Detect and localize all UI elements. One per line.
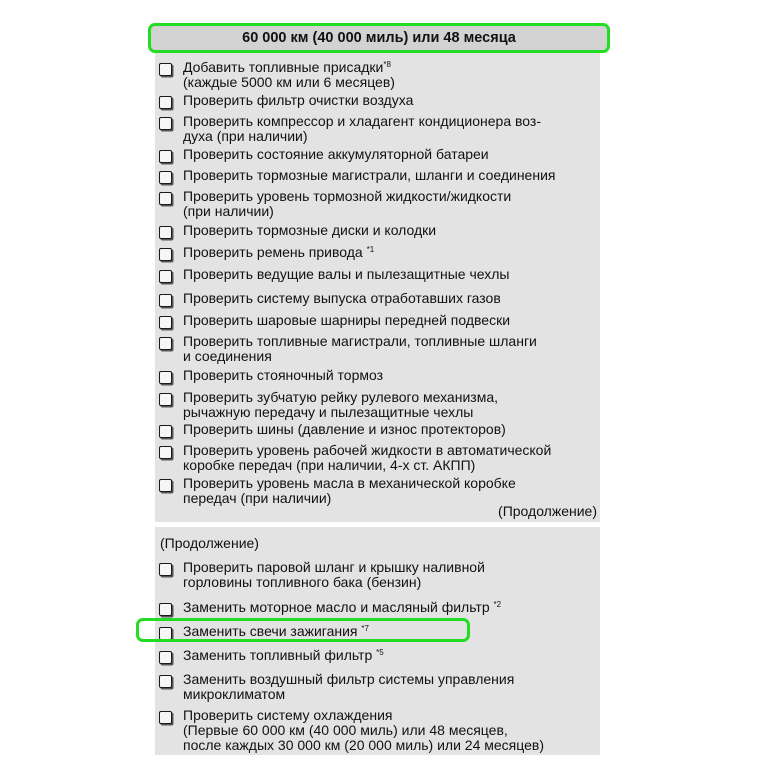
checkbox[interactable] [159,270,172,283]
checklist-item-line [183,405,597,420]
checkbox[interactable] [159,711,172,724]
line-text: Проверить шины (давление и износ протекторов) [183,421,506,437]
line-text: Проверить зубчатую рейку рулевого механизма, [183,389,498,405]
checklist-item-text [183,560,597,590]
checklist-item-text [183,147,597,162]
line-text: Проверить уровень масла в механической коробке [183,475,516,491]
line-text: Проверить компрессор и хладагент кондиционера воз- [183,113,541,129]
checklist-item-text [183,114,597,144]
checkbox[interactable] [159,675,172,688]
checklist-item-text [183,443,597,473]
checklist-item-line [183,129,597,144]
checklist-item [159,560,597,590]
line-text: и соединения [183,348,272,364]
checklist-item-text [183,223,597,238]
footnote-marker: *2 [493,600,502,609]
line-text: Проверить паровой шланг и крышку наливной [183,559,485,575]
checklist-item-line [183,476,597,491]
checklist-item-text [183,168,597,183]
checklist-item [159,114,597,144]
checklist-item-line [183,189,597,204]
checklist-item-text [183,313,597,328]
checklist-item-text [183,600,597,615]
footnote-marker: *5 [376,648,384,657]
checklist-item [159,708,597,753]
checklist-item-line [183,204,597,219]
line-text: после каждых 30 000 км (20 000 миль) или 24 месяцев) [183,737,544,753]
checklist-item-text [183,624,597,639]
checklist-item-text [183,708,597,753]
checklist-item [159,443,597,473]
checklist-item-text [183,390,597,420]
checkbox[interactable] [159,248,172,261]
checklist-item-line [183,313,597,328]
checklist-item-line [183,390,597,405]
checklist-item-text [183,93,597,108]
checklist-item [159,189,597,219]
checklist-item-text [183,648,597,663]
continued-label-end: (Продолжение) [498,503,597,519]
line-text: духа (при наличии) [183,128,308,144]
checklist-item-text [183,368,597,383]
line-text: (Первые 60 000 км (40 000 миль) или 48 месяцев, [183,722,508,738]
checkbox[interactable] [159,627,172,640]
checkbox[interactable] [159,171,172,184]
checkbox[interactable] [159,192,172,205]
checklist-item [159,390,597,420]
line-text: Заменить свечи зажигания [183,623,362,639]
line-text: коробке передач (при наличии, 4-х ст. АКПП) [183,457,476,473]
line-text: Проверить тормозные магистрали, шланги и соединения [183,167,556,183]
line-text: (при наличии) [183,203,274,219]
checklist-item [159,168,597,183]
section-header [148,23,610,53]
checklist-item-line [183,245,597,260]
checkbox[interactable] [159,63,172,76]
checkbox[interactable] [159,117,172,130]
checklist-item-line [183,93,597,108]
checklist-item-line [183,708,597,723]
checklist-item [159,648,597,663]
footnote-marker: *8 [383,60,391,69]
checkbox[interactable] [159,316,172,329]
checkbox[interactable] [159,446,172,459]
checklist-item [159,245,597,260]
checklist-item-text [183,245,597,260]
line-text: Проверить уровень тормозной жидкости/жидкости [183,188,512,204]
checkbox[interactable] [159,337,172,350]
line-text: Заменить топливный фильтр [183,647,377,663]
checkbox[interactable] [159,96,172,109]
checklist-item-line [183,75,597,90]
checklist-item [159,93,597,108]
checklist-item-line [183,368,597,383]
checklist-item [159,313,597,328]
line-text: передач (при наличии) [183,490,332,506]
checklist-item-line [183,168,597,183]
checklist-item [159,147,597,162]
checklist-item-text [183,672,597,702]
checklist-item [159,476,597,506]
checklist-item-line [183,443,597,458]
line-text: Проверить состояние аккумуляторной батареи [183,146,489,162]
section-header-text: 60 000 км (40 000 миль) или 48 месяца [242,30,516,46]
checklist-item-line [183,575,597,590]
checklist-item-line [183,672,597,687]
checkbox[interactable] [159,393,172,406]
checklist-item-text [183,291,597,306]
line-text: Проверить стояночный тормоз [183,367,384,383]
checklist-item-line [183,687,597,702]
checkbox[interactable] [159,479,172,492]
line-text: горловины топливного бака (бензин) [183,574,422,590]
checklist-item-line [183,458,597,473]
checklist-item-line [183,114,597,129]
checklist-item [159,672,597,702]
line-text: (каждые 5000 км или 6 месяцев) [183,74,395,90]
line-text: Проверить тормозные диски и колодки [183,222,437,238]
checklist-item-line [183,223,597,238]
checklist-item [159,267,597,282]
checklist-item-text [183,422,597,437]
line-text: Заменить воздушный фильтр системы управления [183,671,515,687]
checklist-item-line [183,60,597,75]
checklist-item [159,600,597,615]
checkbox[interactable] [159,651,172,664]
line-text: Проверить ведущие валы и пылезащитные чехлы [183,266,510,282]
checklist-item [159,368,597,383]
checkbox[interactable] [159,371,172,384]
line-text: Добавить топливные присадки [183,59,384,75]
checklist-item-line [183,738,597,753]
checklist-item-line [183,560,597,575]
line-text: Проверить топливные магистрали, топливные шланги [183,333,537,349]
checkbox[interactable] [159,294,172,307]
checklist-item [159,291,597,306]
line-text: Проверить уровень рабочей жидкости в автоматической [183,442,552,458]
line-text: Проверить ремень привода [183,244,367,260]
checklist-item [159,334,597,364]
checkbox[interactable] [159,150,172,163]
checklist-item-line [183,267,597,282]
checklist-item-text [183,334,597,364]
line-text: Проверить фильтр очистки воздуха [183,92,414,108]
footnote-marker: *7 [361,624,369,633]
checkbox[interactable] [159,425,172,438]
checklist-item [159,624,597,639]
line-text: рычажную передачу и пылезащитные чехлы [183,404,474,420]
checklist-item-text [183,476,597,506]
checklist-item-line [183,291,597,306]
checkbox[interactable] [159,226,172,239]
footnote-marker: *1 [366,245,375,254]
continued-label-start: (Продолжение) [160,535,259,551]
line-text: Проверить шаровые шарниры передней подвески [183,312,511,328]
checklist-item-text [183,60,597,90]
line-text: Проверить систему выпуска отработавших газов [183,290,501,306]
checkbox[interactable] [159,563,172,576]
line-text: Заменить моторное масло и масляный фильтр [183,599,494,615]
checklist-item-text [183,267,597,282]
checklist-item [159,223,597,238]
checklist-item-line [183,624,597,639]
checklist-item-line [183,723,597,738]
checklist-item [159,60,597,90]
line-text: микроклиматом [183,686,286,702]
checklist-item-line [183,422,597,437]
checklist-item-line [183,349,597,364]
checklist-item-line [183,600,597,615]
checklist-item-line [183,648,597,663]
checklist-item-text [183,189,597,219]
checklist-item [159,422,597,437]
line-text: Проверить систему охлаждения [183,707,393,723]
checklist-item-line [183,334,597,349]
checklist-item-line [183,147,597,162]
checkbox[interactable] [159,603,172,616]
